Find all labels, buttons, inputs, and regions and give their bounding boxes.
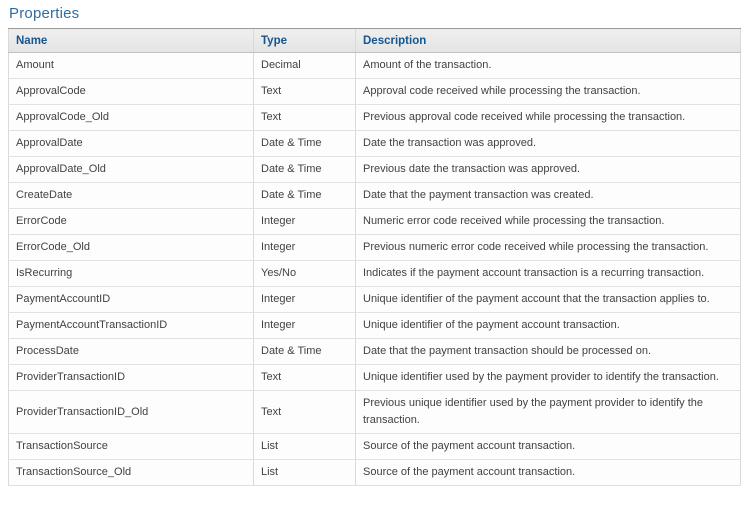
table-row — [9, 434, 741, 460]
cell-description: Unique identifier of the payment account transaction. — [356, 313, 741, 339]
cell-name: ApprovalDate_Old — [9, 157, 254, 183]
table-row — [9, 79, 741, 105]
cell-type: Text — [254, 365, 356, 391]
cell-description: Date the transaction was approved. — [356, 131, 741, 157]
cell-name: ProviderTransactionID_Old — [9, 391, 254, 434]
cell-name: TransactionSource — [9, 434, 254, 460]
cell-name: PaymentAccountTransactionID — [9, 313, 254, 339]
cell-type: Date & Time — [254, 183, 356, 209]
cell-description: Date that the payment transaction was created. — [356, 183, 741, 209]
table-row — [9, 105, 741, 131]
column-header-type: Type — [254, 29, 356, 53]
cell-description: Previous date the transaction was approved. — [356, 157, 741, 183]
table-row — [9, 209, 741, 235]
table-row — [9, 235, 741, 261]
cell-name: TransactionSource_Old — [9, 460, 254, 486]
cell-name: ErrorCode — [9, 209, 254, 235]
cell-description: Previous unique identifier used by the payment provider to identify the transaction. — [356, 391, 741, 434]
cell-name: ProviderTransactionID — [9, 365, 254, 391]
table-row — [9, 287, 741, 313]
cell-name: ApprovalCode_Old — [9, 105, 254, 131]
cell-description: Source of the payment account transaction. — [356, 434, 741, 460]
cell-description: Approval code received while processing the transaction. — [356, 79, 741, 105]
cell-description: Unique identifier used by the payment provider to identify the transaction. — [356, 365, 741, 391]
table-row — [9, 391, 741, 434]
cell-description: Previous numeric error code received while processing the transaction. — [356, 235, 741, 261]
cell-type: Date & Time — [254, 157, 356, 183]
cell-type: Integer — [254, 287, 356, 313]
cell-type: Text — [254, 79, 356, 105]
cell-name: ErrorCode_Old — [9, 235, 254, 261]
table-row — [9, 53, 741, 79]
cell-name: PaymentAccountID — [9, 287, 254, 313]
table-row — [9, 339, 741, 365]
cell-type: Yes/No — [254, 261, 356, 287]
properties-table — [8, 28, 741, 486]
cell-name: Amount — [9, 53, 254, 79]
cell-type: Date & Time — [254, 131, 356, 157]
table-row — [9, 261, 741, 287]
cell-type: Integer — [254, 209, 356, 235]
table-header-row — [9, 29, 741, 53]
cell-description: Amount of the transaction. — [356, 53, 741, 79]
table-row — [9, 313, 741, 339]
cell-type: Integer — [254, 313, 356, 339]
cell-name: ApprovalCode — [9, 79, 254, 105]
table-row — [9, 460, 741, 486]
cell-type: Text — [254, 105, 356, 131]
cell-name: ProcessDate — [9, 339, 254, 365]
table-row — [9, 131, 741, 157]
cell-description: Indicates if the payment account transaction is a recurring transaction. — [356, 261, 741, 287]
cell-type: Integer — [254, 235, 356, 261]
cell-description: Source of the payment account transaction. — [356, 460, 741, 486]
cell-type: Decimal — [254, 53, 356, 79]
cell-type: List — [254, 434, 356, 460]
cell-type: Date & Time — [254, 339, 356, 365]
cell-type: List — [254, 460, 356, 486]
page-title: Properties — [9, 5, 80, 22]
table-body — [9, 53, 741, 486]
cell-description: Date that the payment transaction should be processed on. — [356, 339, 741, 365]
cell-name: ApprovalDate — [9, 131, 254, 157]
column-header-name: Name — [9, 29, 254, 53]
cell-name: IsRecurring — [9, 261, 254, 287]
table-row — [9, 183, 741, 209]
cell-type: Text — [254, 391, 356, 434]
cell-name: CreateDate — [9, 183, 254, 209]
table-header — [9, 29, 741, 53]
table-row — [9, 365, 741, 391]
cell-description: Unique identifier of the payment account that the transaction applies to. — [356, 287, 741, 313]
column-header-description: Description — [356, 29, 741, 53]
cell-description: Previous approval code received while processing the transaction. — [356, 105, 741, 131]
cell-description: Numeric error code received while processing the transaction. — [356, 209, 741, 235]
table-row — [9, 157, 741, 183]
